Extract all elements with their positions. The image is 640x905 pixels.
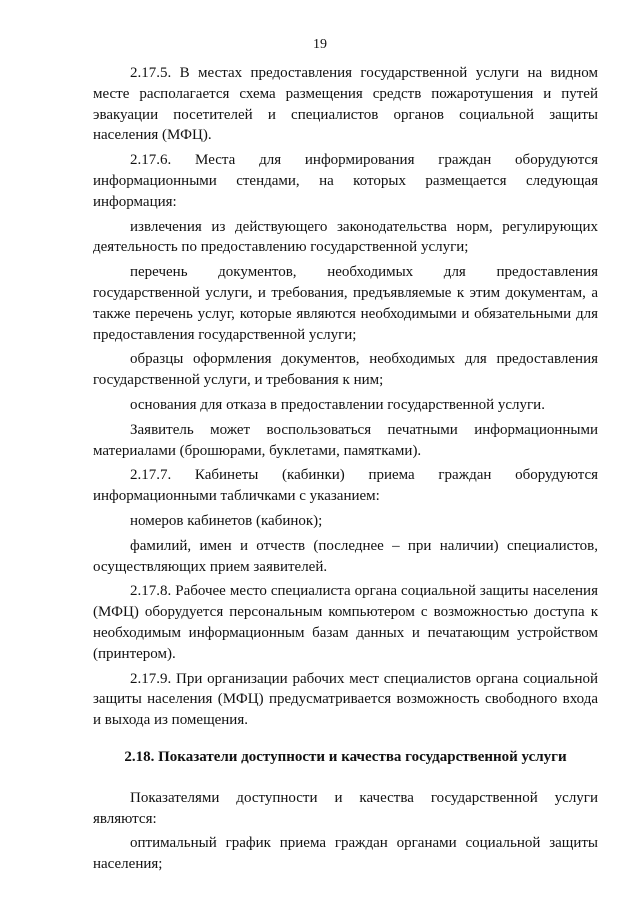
paragraph-2-17-9: 2.17.9. При организации рабочих мест специалистов органа социальной защиты населения (МФЦ) предусматривается возможность свободного входа и выхода из помещения.	[93, 670, 598, 729]
document-body	[93, 63, 598, 879]
list-item-refusal-grounds: основания для отказа в предоставлении государственной услуги.	[130, 396, 545, 413]
paragraph-2-17-6: 2.17.6. Места для информирования граждан оборудуются информационными стендами, на которых размещается следующая информация:	[93, 152, 598, 210]
list-item-legislation: извлечения из действующего законодательства норм, регулирующих деятельность по предоставлению государственной услуги;	[93, 218, 598, 256]
list-item-documents: перечень документов, необходимых для предоставления государственной услуги, и требования, предъявляемые к этим документам, а также перечень услуг, которые являются необходимыми и обязательными для предоставления государственной услуги;	[93, 264, 598, 343]
list-item-specialist-names: фамилий, имен и отчеств (последнее – при наличии) специалистов, осуществляющих прием заявителей.	[93, 537, 598, 575]
list-item-schedule: оптимальный график приема граждан органами социальной защиты населения;	[93, 835, 598, 873]
section-heading: 2.18. Показатели доступности и качества государственной услуги	[124, 748, 567, 765]
paragraph-applicant-materials: Заявитель может воспользоваться печатными информационными материалами (брошюрами, буклетами, памятками).	[93, 421, 598, 459]
paragraph-2-17-5: 2.17.5. В местах предоставления государственной услуги на видном месте располагается схема размещения средств пожаротушения и путей эвакуации посетителей и специалистов органов социальной защиты населения (МФЦ).	[93, 65, 598, 144]
list-item-room-numbers: номеров кабинетов (кабинок);	[130, 512, 323, 529]
page-number: 19	[313, 37, 327, 52]
list-item-samples: образцы оформления документов, необходимых для предоставления государственной услуги, и требования к ним;	[93, 351, 598, 389]
paragraph-2-17-8: 2.17.8. Рабочее место специалиста органа социальной защиты населения (МФЦ) оборудуется персональным компьютером с возможностью доступа к необходимым информационным базам данных и печатающим устройством (принтером).	[93, 583, 598, 662]
paragraph-indicators-intro: Показателями доступности и качества государственной услуги являются:	[93, 789, 598, 827]
paragraph-2-17-7: 2.17.7. Кабинеты (кабинки) приема граждан оборудуются информационными табличками с указанием:	[93, 467, 598, 505]
